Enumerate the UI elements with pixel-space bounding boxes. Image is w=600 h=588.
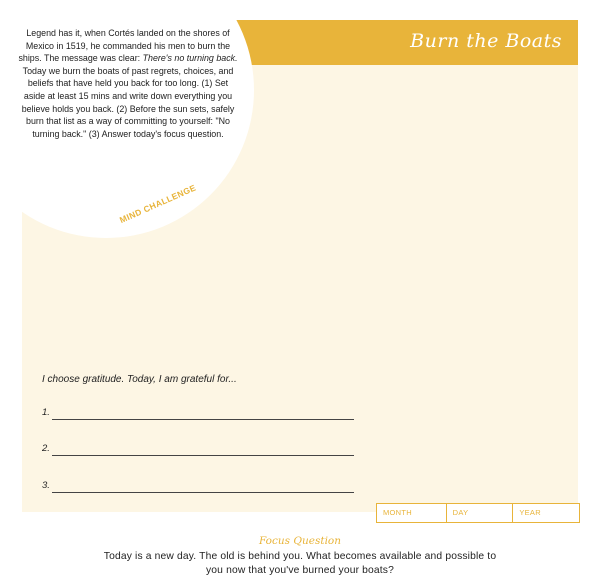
write-line xyxy=(52,455,354,456)
gratitude-line-2[interactable] xyxy=(42,442,354,456)
focus-question-label: Focus Question xyxy=(258,535,342,547)
write-line xyxy=(52,419,354,420)
gratitude-line-1[interactable] xyxy=(42,406,354,420)
line-number: 1. xyxy=(42,407,50,418)
title-banner xyxy=(205,20,578,65)
mind-challenge-label: MIND CHALLENGE xyxy=(118,182,198,226)
focus-question-text: Today is a new day. The old is behind you. What becomes available and possible to you now that you've burned your boats? xyxy=(103,551,497,576)
year-field[interactable]: YEAR xyxy=(512,504,579,522)
challenge-text-end: Today we burn the boats of past regrets, choices, and beliefs that have held you back for too long. (1) Set aside at least 15 mins and write down everything you believe holds you back. (2) Before the sun sets, safely burn that list as a way of committing to yourself: "No turning back." (3) Answer today's focus question. xyxy=(21,65,235,139)
line-number: 2. xyxy=(42,443,50,454)
write-line xyxy=(52,492,354,493)
mind-challenge-text xyxy=(18,27,238,140)
date-box xyxy=(376,503,580,523)
month-field[interactable]: MONTH xyxy=(383,508,412,517)
challenge-text-start: Legend has it, when Cortés landed on the shores of Mexico in 1519, he commanded his men to burn the ships. The message was clear: xyxy=(18,28,231,64)
line-number: 3. xyxy=(42,480,50,491)
gratitude-line-3[interactable] xyxy=(42,479,354,493)
challenge-emphasis: There's no turning back. xyxy=(142,53,238,64)
page-title: Burn the Boats xyxy=(410,30,562,52)
gratitude-prompt: I choose gratitude. Today, I am grateful for... xyxy=(42,374,237,385)
day-field[interactable]: DAY xyxy=(446,504,513,522)
